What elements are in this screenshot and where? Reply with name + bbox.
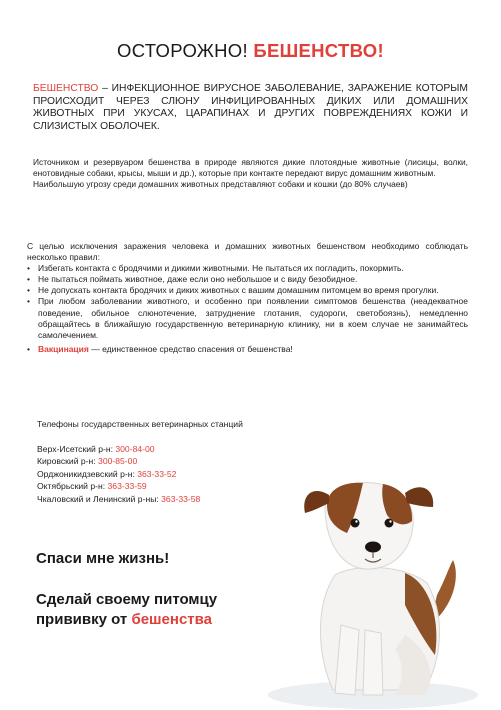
vaccination-word: Вакцинация (38, 343, 89, 354)
dog-nose (365, 542, 381, 553)
rule-item: • Не допускать контакта бродячих и диких животных с вашим домашним питомцем во время прогулки. (27, 285, 468, 296)
title-accent: БЕШЕНСТВО! (253, 40, 384, 61)
phone-district: Октябрьский р-н: (37, 481, 108, 491)
vaccination-text: — единственное средство спасения от бешенства! (88, 343, 293, 354)
rule-item-vaccination (27, 344, 468, 355)
rule-item: • При любом заболевании животного, и особенно при появлении симптомов бешенства (неадекватное поведение, обильное слюнотечение, затруднение глотания, судороги, светобоязнь), немедленно обращайтесь в ближайшую государственную ветеринарную клинику, ни в коем случае не занимайтесь самолечением. (27, 296, 468, 340)
slogan-line-2: Сделай своему питомцу (36, 591, 218, 608)
rules-lead: С целью исключения заражения человека и домашних животных бешенством необходимо соблюдать несколько правил: (27, 241, 468, 263)
rules-list (27, 263, 468, 355)
rule-item: • Избегать контакта с бродячими и дикими животными. Не пытаться их погладить, покормить. (27, 263, 468, 274)
phone-number: 363-33-59 (107, 481, 147, 491)
phone-district: Верх-Исетский р-н: (37, 443, 116, 454)
intro-text: – ИНФЕКЦИОННОЕ ВИРУСНОЕ ЗАБОЛЕВАНИЕ, ЗАРАЖЕНИЕ КОТОРЫМ ПРОИСХОДИТ ЧЕРЕЗ СЛЮНУ ИНФИЦИРОВАННЫХ ДИКИХ ИЛИ ДОМАШНИХ ЖИВОТНЫХ ПРИ УКУСАХ, ЦАРАПИНАХ И ДРУГИХ ПОВРЕЖДЕНИЯХ КОЖИ И СЛИЗИСТЫХ ОБОЛОЧЕК. (33, 83, 468, 132)
page-title (0, 40, 501, 62)
rules-section (27, 241, 468, 355)
slogan-vaccinate (36, 590, 217, 630)
phone-district: Кировский р-н: (37, 456, 99, 466)
slogan-save-me: Спаси мне жизнь! (36, 550, 170, 567)
slogan-line-3-lead: прививку от (36, 611, 132, 628)
slogan-accent: бешенства (131, 611, 213, 628)
source-paragraph-1: Источником и резервуаром бешенства в природе являются дикие плотоядные животные (лисицы, волки, енотовидные собаки, крысы, мыши и др.), которые при контакте передают вирус домашним животным. (33, 157, 468, 178)
intro-term: БЕШЕНСТВО (33, 83, 99, 94)
slogan-line-3 (36, 610, 217, 630)
intro-paragraph (33, 83, 468, 133)
dog-eye-left (351, 519, 360, 528)
phone-number: 300-85-00 (98, 456, 138, 466)
dog-eye-right (385, 519, 394, 528)
phone-number: 300-84-00 (115, 443, 155, 454)
phone-row (37, 443, 337, 456)
title-lead: ОСТОРОЖНО! (117, 40, 254, 61)
phones-title: Телефоны государственных ветеринарных станций (37, 419, 243, 429)
dog-photo-icon (255, 455, 501, 710)
phone-number: 363-33-58 (161, 493, 201, 504)
dog-front-leg-right (363, 630, 383, 695)
phone-number: 363-33-52 (137, 468, 177, 479)
phone-district: Чкаловский и Ленинский р-ны: (37, 493, 162, 504)
source-paragraph-2: Наибольшую угрозу среди домашних животных представляют собаки и кошки (до 80% случаев) (33, 179, 408, 189)
rule-item: • Не пытаться поймать животное, даже если оно небольшое и с виду безобидное. (27, 274, 468, 285)
source-section (33, 157, 468, 190)
phone-district: Орджоникидзевский р-н: (37, 468, 138, 479)
